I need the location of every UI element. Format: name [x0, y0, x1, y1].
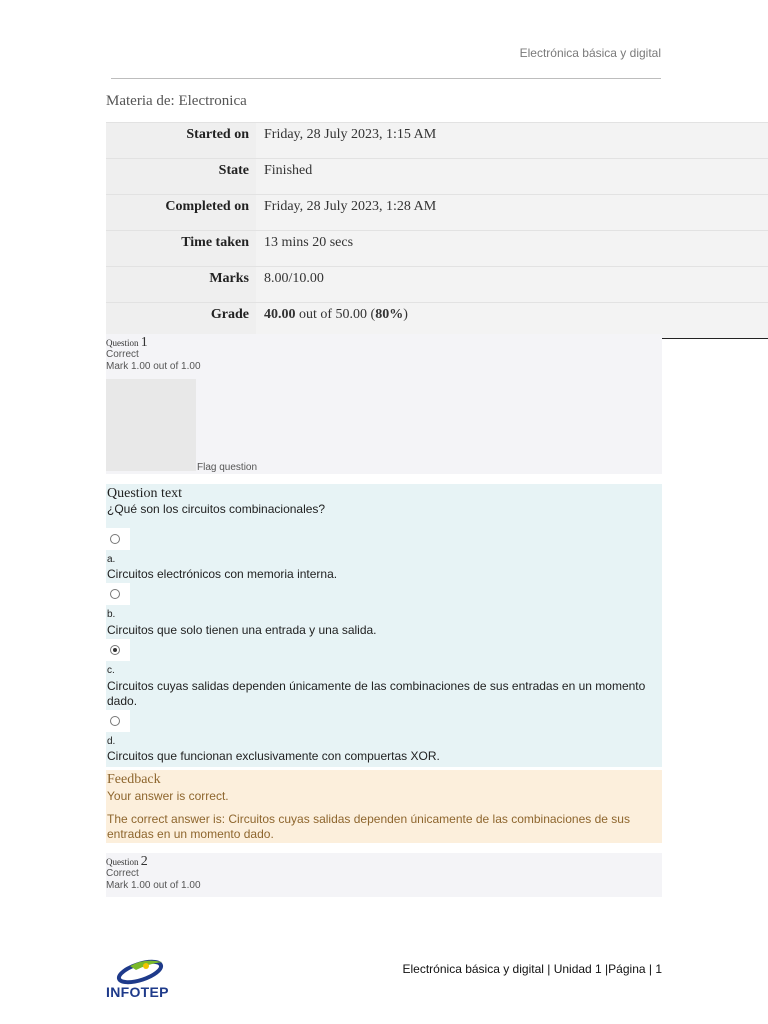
summary-value: 13 mins 20 secs	[256, 231, 768, 266]
question-number-value: 1	[140, 335, 148, 350]
question-text: ¿Qué son los circuitos combinacionales?	[107, 502, 326, 516]
summary-row-completed	[106, 194, 768, 230]
option-b-radio-box[interactable]	[106, 583, 130, 605]
radio-icon[interactable]	[110, 534, 120, 544]
question-status: Correct	[106, 349, 139, 360]
flag-question-link[interactable]: Flag question	[197, 462, 258, 473]
logo-text: INFOTEP	[106, 984, 169, 1000]
grade-value	[256, 303, 768, 338]
subject-title: Materia de: Electronica	[106, 93, 247, 109]
summary-row-state	[106, 158, 768, 194]
summary-value: Friday, 28 July 2023, 1:28 AM	[256, 195, 768, 230]
feedback-result: Your answer is correct.	[107, 789, 229, 803]
feedback-heading: Feedback	[107, 772, 161, 787]
option-b-text: Circuitos que solo tienen una entrada y una salida.	[107, 623, 377, 637]
question-status: Correct	[106, 868, 139, 879]
grade-score: 40.00	[264, 307, 296, 322]
option-d-text: Circuitos que funcionan exclusivamente con compuertas XOR.	[107, 749, 440, 763]
summary-value: Finished	[256, 159, 768, 194]
question-mark: Mark 1.00 out of 1.00	[106, 880, 201, 891]
header-divider	[111, 78, 661, 79]
grade-close: )	[403, 307, 408, 322]
grade-percent: 80%	[375, 307, 404, 322]
option-a-radio-box[interactable]	[106, 528, 130, 550]
radio-icon[interactable]	[110, 589, 120, 599]
radio-checked-icon[interactable]	[110, 645, 120, 655]
question-number-value: 2	[140, 854, 148, 869]
summary-label: State	[106, 159, 256, 194]
question-2-info	[106, 853, 662, 897]
summary-value: 8.00/10.00	[256, 267, 768, 302]
question-1-info	[106, 334, 662, 474]
option-letter: c.	[107, 665, 115, 676]
infotep-logo-icon	[106, 954, 172, 986]
summary-row-time	[106, 230, 768, 266]
grade-out-of: out of 50.00 (	[295, 307, 376, 322]
summary-row-started	[106, 122, 768, 158]
attempt-summary-table	[106, 122, 768, 339]
summary-label: Time taken	[106, 231, 256, 266]
option-letter: d.	[107, 736, 116, 747]
question-number	[106, 334, 662, 349]
option-letter: a.	[107, 554, 116, 565]
option-c-text: Circuitos cuyas salidas dependen únicamente de las combinaciones de sus entradas en un momento dado.	[107, 679, 646, 708]
option-letter: b.	[107, 609, 116, 620]
summary-label: Completed on	[106, 195, 256, 230]
feedback-correct-answer: The correct answer is: Circuitos cuyas salidas dependen únicamente de las combinaciones de sus entradas en un momento dado.	[107, 812, 630, 841]
question-1-content	[106, 484, 662, 767]
question-label: Question	[106, 338, 139, 348]
summary-label: Marks	[106, 267, 256, 302]
summary-row-marks	[106, 266, 768, 302]
question-mark: Mark 1.00 out of 1.00	[106, 361, 201, 372]
summary-label: Grade	[106, 303, 256, 338]
flag-area	[106, 379, 196, 471]
radio-icon[interactable]	[110, 716, 120, 726]
option-a-text: Circuitos electrónicos con memoria interna.	[107, 567, 338, 581]
option-d-radio-box[interactable]	[106, 710, 130, 732]
summary-label: Started on	[106, 123, 256, 158]
option-c-radio-box[interactable]	[106, 639, 130, 661]
question-number	[106, 853, 662, 868]
footer-text: Electrónica básica y digital | Unidad 1 |Página | 1	[402, 962, 662, 976]
feedback-block	[106, 770, 662, 843]
page-header-title: Electrónica básica y digital	[519, 46, 661, 60]
question-label: Question	[106, 857, 139, 867]
infotep-logo	[106, 954, 172, 1000]
question-text-heading: Question text	[107, 486, 183, 501]
summary-value: Friday, 28 July 2023, 1:15 AM	[256, 123, 768, 158]
